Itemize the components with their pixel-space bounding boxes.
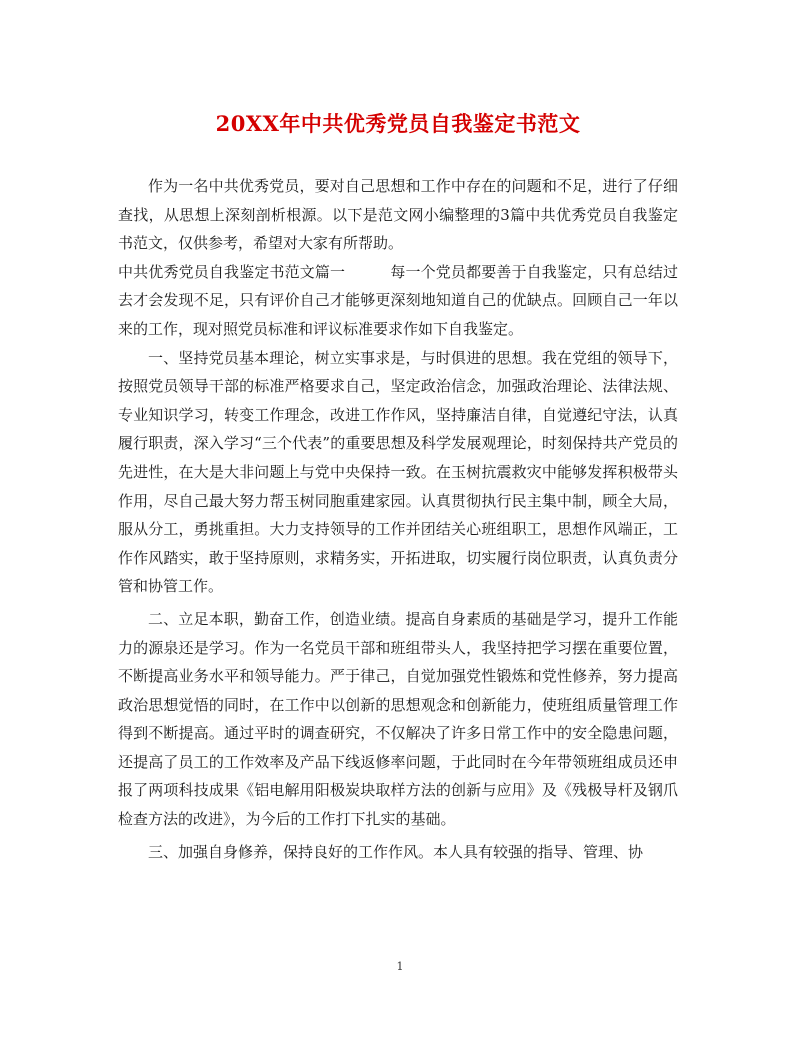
section-paragraph — [118, 258, 678, 344]
paragraph-1: 一、坚持党员基本理论，树立实事求是，与时俱进的思想。我在党组的领导下，按照党员领导干部的标准严格要求自己，坚定政治信念，加强政治理论、法律法规、专业知识学习，转变工作理念，改进工作作风，坚持廉洁自律，自觉遵纪守法，认真履行职责，深入学习“三个代表”的重要思想及科学发展观理论，时刻保持共产党员的先进性，在大是大非问题上与党中央保持一致。在玉树抗震救灾中能够发挥积极带头作用，尽自己最大努力帮玉树同胞重建家园。认真贯彻执行民主集中制，顾全大局，服从分工，勇挑重担。大力支持领导的工作并团结关心班组职工，思想作风端正，工作作风踏实，敢于坚持原则，求精务实，开拓进取，切实履行岗位职责，认真负责分管和协管工作。 — [118, 348, 678, 596]
section-opening: 每一个党员都要善于自我鉴定，只有总结过去才会发现不足，只有评价自己才能够更深刻地知道自己的优缺点。回顾自己一年以来的工作，现对照党员标准和评议标准要求作如下自我鉴定。 — [118, 262, 678, 338]
page-number: 1 — [396, 960, 404, 973]
intro-paragraph: 作为一名中共优秀党员，要对自己思想和工作中存在的问题和不足，进行了仔细查找，从思想上深刻剖析根源。以下是范文网小编整理的3篇中共优秀党员自我鉴定书范文，仅供参考，希望对大家有所帮助。 — [118, 177, 678, 253]
document-body — [118, 172, 678, 866]
section-heading: 中共优秀党员自我鉴定书范文篇一 — [118, 262, 346, 281]
paragraph-2: 二、立足本职，勤奋工作，创造业绩。提高自身素质的基础是学习，提升工作能力的源泉还是学习。作为一名党员干部和班组带头人，我坚持把学习摆在重要位置，不断提高业务水平和领导能力。严于律己，自觉加强党性锻炼和党性修养，努力提高政治思想觉悟的同时，在工作中以创新的思想观念和创新能力，使班组质量管理工作得到不断提高。通过平时的调查研究，不仅解决了许多日常工作中的安全隐患问题，还提高了员工的工作效率及产品下线返修率问题，于此同时在今年带领班组成员还申报了两项科技成果《铝电解用阳极炭块取样方法的创新与应用》及《残极导杆及钢爪检查方法的改进》，为今后的工作打下扎实的基础。 — [118, 609, 678, 829]
document-title: 20XX年中共优秀党员自我鉴定书范文 — [215, 111, 581, 136]
paragraph-3: 三、加强自身修养，保持良好的工作作风。本人具有较强的指导、管理、协 — [148, 842, 644, 861]
